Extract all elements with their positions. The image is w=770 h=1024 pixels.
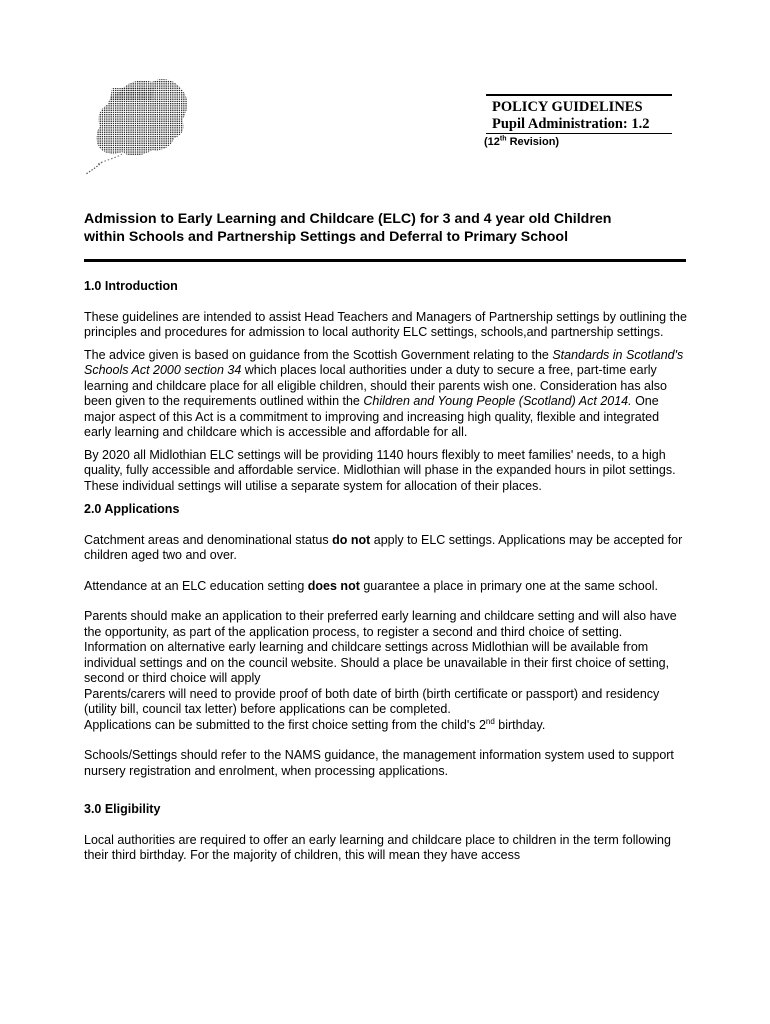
document-title xyxy=(84,210,688,246)
applications-paragraph-3: Parents should make an application to their preferred early learning and childcare setting and will also have the opportunity, as part of the application process, to register a second and third choice of setting. Information on alternative early learning and childcare settings across Midlothian will be available from individual settings and on the council website. Should a place be unavailable in their first choice of setting, second or third choice will apply xyxy=(84,609,677,685)
policy-title: POLICY GUIDELINES xyxy=(492,99,643,115)
title-line-2: within Schools and Partnership Settings and Deferral to Primary School xyxy=(84,229,569,245)
applications-paragraph-5: Applications can be submitted to the first choice setting from the child's 2nd birthday. xyxy=(84,716,546,732)
policy-rule-bottom xyxy=(486,133,672,134)
applications-paragraph-1: Catchment areas and denominational status do not apply to ELC settings. Applications may be accepted for children aged two and over. xyxy=(84,532,683,562)
section-heading-applications: 2.0 Applications xyxy=(84,502,180,516)
policy-header xyxy=(484,94,672,149)
title-line-1: Admission to Early Learning and Childcare (ELC) for 3 and 4 year old Children xyxy=(84,211,612,227)
policy-subtitle: Pupil Administration: 1.2 xyxy=(492,116,650,132)
revision-label: (12th Revision) xyxy=(484,135,560,148)
section-heading-eligibility: 3.0 Eligibility xyxy=(84,802,161,816)
policy-rule-top xyxy=(486,94,672,96)
applications-paragraph-6: Schools/Settings should refer to the NAMS guidance, the management information system used to support nursery registration and enrolment, when processing applications. xyxy=(84,748,674,778)
title-rule xyxy=(84,259,686,262)
applications-paragraph-2: Attendance at an ELC education setting does not guarantee a place in primary one at the same school. xyxy=(84,578,658,593)
intro-paragraph-1: These guidelines are intended to assist Head Teachers and Managers of Partnership settings by outlining the principles and procedures for admission to local authority ELC settings, schools,and partnership settings. xyxy=(84,309,687,339)
intro-paragraph-3: By 2020 all Midlothian ELC settings will be providing 1140 hours flexibly to meet families' needs, to a high quality, fully accessible and affordable service. Midlothian will phase in the expanded hours in pilot settings. These individual settings will utilise a separate system for allocation of their places. xyxy=(84,447,676,493)
tree-logo-icon xyxy=(82,70,192,178)
document-body xyxy=(84,279,688,864)
eligibility-paragraph-1: Local authorities are required to offer an early learning and childcare place to children in the term following their third birthday. For the majority of children, this will mean they have access xyxy=(84,832,671,862)
section-heading-introduction: 1.0 Introduction xyxy=(84,279,178,293)
applications-paragraph-4: Parents/carers will need to provide proof of both date of birth (birth certificate or passport) and residency (utility bill, council tax letter) before applications can be completed. xyxy=(84,686,660,716)
intro-paragraph-2: The advice given is based on guidance from the Scottish Government relating to the Standards in Scotland's Schools Act 2000 section 34 which places local authorities under a duty to secure a free, part-time early learning and childcare place for all eligible children, should their parents wish one. Consideration has also been given to the requirements outlined within the Children and Young People (Scotland) Act 2014. One major aspect of this Act is a commitment to improving and increasing high quality, flexible and integrated early learning and childcare which is accessible and affordable for all. xyxy=(84,347,684,439)
